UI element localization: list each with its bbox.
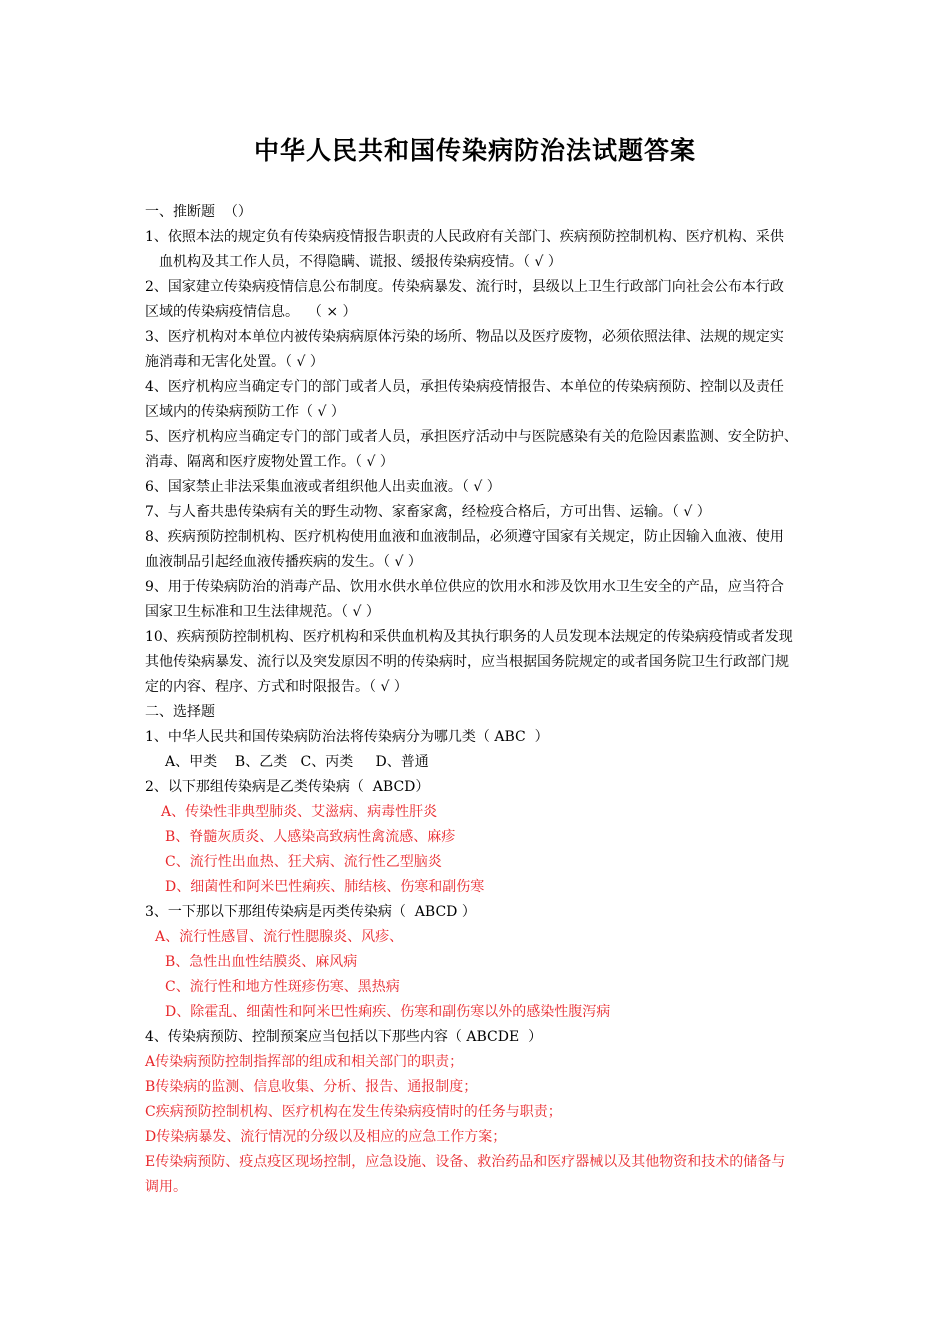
text-line: C、流行性出血热、狂犬病、流行性乙型脑炎 <box>165 854 442 870</box>
text-line: 7、与人畜共患传染病有关的野生动物、家畜家禽，经检疫合格后，方可出售、运输。（ √ ） <box>145 504 711 520</box>
text-line: 其他传染病暴发、流行以及突发原因不明的传染病时，应当根据国务院规定的或者国务院卫生行政部门规 <box>145 654 789 670</box>
text-line: 3、医疗机构对本单位内被传染病病原体污染的场所、物品以及医疗废物，必须依照法律、法规的规定实 <box>145 329 784 345</box>
text-line: A、甲类 B、乙类 C、丙类 D、普通 <box>165 754 429 770</box>
text-line: 消毒、隔离和医疗废物处置工作。（ √ ） <box>145 454 394 470</box>
text-line: 3、一下那以下那组传染病是丙类传染病（ ABCD ） <box>145 904 476 920</box>
text-line: B、急性出血性结膜炎、麻风病 <box>165 954 358 970</box>
text-line: A、流行性感冒、流行性腮腺炎、风疹、 <box>155 929 404 945</box>
text-line: D、除霍乱、细菌性和阿米巴性痢疾、伤寒和副伤寒以外的感染性腹泻病 <box>165 1004 611 1020</box>
text-line: A传染病预防控制指挥部的组成和相关部门的职责； <box>145 1054 464 1070</box>
text-line: 2、国家建立传染病疫情信息公布制度。传染病暴发、流行时，县级以上卫生行政部门向社会公布本行政 <box>145 279 784 295</box>
text-line: 1、依照本法的规定负有传染病疫情报告职责的人民政府有关部门、疾病预防控制机构、医疗机构、采供 <box>145 229 784 245</box>
text-line: 国家卫生标准和卫生法律规范。（ √ ） <box>145 604 380 620</box>
text-line: 区域的传染病疫情信息。 （ × ） <box>145 304 357 320</box>
text-line: 6、国家禁止非法采集血液或者组织他人出卖血液。（ √ ） <box>145 479 501 495</box>
text-line: 血液制品引起经血液传播疾病的发生。（ √ ） <box>145 554 422 570</box>
text-line: B传染病的监测、信息收集、分析、报告、通报制度； <box>145 1079 478 1095</box>
text-line: B、脊髓灰质炎、人感染高致病性禽流感、麻疹 <box>165 829 456 845</box>
document-title: 中华人民共和国传染病防治法试题答案 <box>253 136 696 165</box>
text-line: 1、中华人民共和国传染病防治法将传染病分为哪几类（ ABC ） <box>145 729 549 745</box>
document-body <box>145 200 815 1200</box>
text-line: 8、疾病预防控制机构、医疗机构使用血液和血液制品，必须遵守国家有关规定，防止因输入血液、使用 <box>145 529 784 545</box>
text-line: E传染病预防、疫点疫区现场控制，应急设施、设备、救治药品和医疗器械以及其他物资和技术的储备与 <box>145 1154 786 1170</box>
text-line: 4、医疗机构应当确定专门的部门或者人员，承担传染病疫情报告、本单位的传染病预防、控制以及责任 <box>145 379 784 395</box>
text-line: C、流行性和地方性斑疹伤寒、黑热病 <box>165 979 400 995</box>
text-line: 区域内的传染病预防工作（ √ ） <box>145 404 345 420</box>
text-line: 4、传染病预防、控制预案应当包括以下那些内容（ ABCDE ） <box>145 1029 543 1045</box>
text-line: 10、疾病预防控制机构、医疗机构和采供血机构及其执行职务的人员发现本法规定的传染病疫情或者发现 <box>145 629 793 645</box>
text-line: 血机构及其工作人员，不得隐瞒、谎报、缓报传染病疫情。（ √ ） <box>159 254 562 270</box>
text-line: 定的内容、程序、方式和时限报告。（ √ ） <box>145 679 408 695</box>
text-line: 一、推断题 （） <box>145 204 252 220</box>
text-line: 5、医疗机构应当确定专门的部门或者人员，承担医疗活动中与医院感染有关的危险因素监测、安全防护、 <box>145 429 798 445</box>
text-line: D传染病暴发、流行情况的分级以及相应的应急工作方案； <box>145 1129 507 1145</box>
text-line: 施消毒和无害化处置。（ √ ） <box>145 354 324 370</box>
text-line: 二、选择题 <box>145 704 215 720</box>
text-line: 9、用于传染病防治的消毒产品、饮用水供水单位供应的饮用水和涉及饮用水卫生安全的产品，应当符合 <box>145 579 784 595</box>
text-line: 调用。 <box>145 1179 187 1195</box>
text-line: 2、以下那组传染病是乙类传染病（ ABCD） <box>145 779 430 795</box>
text-line: C疾病预防控制机构、医疗机构在发生传染病疫情时的任务与职责； <box>145 1104 562 1120</box>
text-line: D、细菌性和阿米巴性痢疾、肺结核、伤寒和副伤寒 <box>165 879 485 895</box>
text-line: A、传染性非典型肺炎、艾滋病、病毒性肝炎 <box>161 804 438 820</box>
